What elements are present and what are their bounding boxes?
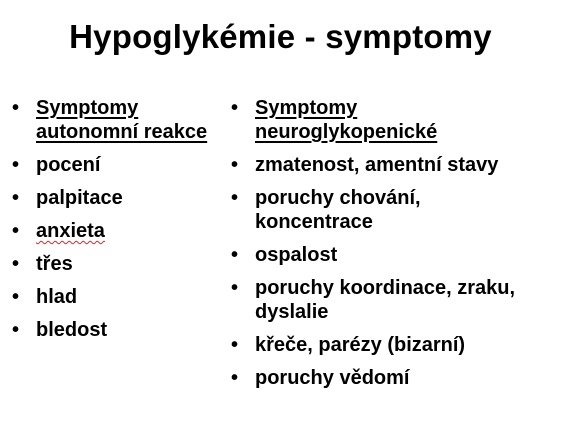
list-item-text: třes (36, 253, 73, 275)
bullet-icon: • (231, 97, 239, 119)
bullet-icon: • (12, 286, 20, 308)
list-heading-autonomic (12, 96, 212, 144)
heading-text: Symptomy autonomní reakce (36, 97, 208, 143)
list-item-text: bledost (36, 319, 108, 341)
list-item (231, 153, 556, 177)
list-item-text: pocení (36, 154, 101, 176)
bullet-icon: • (12, 253, 20, 275)
list-item-text: palpitace (36, 187, 123, 209)
list-item-text: zmatenost, amentní stavy (255, 154, 499, 176)
bullet-icon: • (231, 187, 239, 209)
heading-text: Symptomy neuroglykopenické (255, 97, 438, 143)
list-item-text: anxieta (36, 220, 105, 242)
list-item (231, 366, 556, 390)
list-item (231, 186, 556, 234)
list-item-text: ospalost (255, 244, 338, 266)
bullet-icon: • (231, 154, 239, 176)
list-item-text: poruchy chování, koncentrace (255, 187, 421, 233)
list-item (12, 186, 212, 210)
bullet-icon: • (12, 319, 20, 341)
list-item (12, 153, 212, 177)
bullet-icon: • (12, 187, 20, 209)
list-item (231, 276, 556, 324)
list-item-text: křeče, parézy (bizarní) (255, 334, 466, 356)
list-heading-neuroglycopenic (231, 96, 556, 144)
bullet-icon: • (231, 277, 239, 299)
list-item-text: poruchy koordinace, zraku, dyslalie (255, 277, 516, 323)
list-item (12, 285, 212, 309)
bullet-icon: • (12, 220, 20, 242)
neuroglycopenic-symptoms-list (231, 96, 556, 399)
list-item (12, 219, 212, 243)
list-item-text: poruchy vědomí (255, 367, 410, 389)
slide-title: Hypoglykémie - symptomy (69, 18, 492, 55)
list-item-text: hlad (36, 286, 78, 308)
bullet-icon: • (231, 334, 239, 356)
list-item (12, 252, 212, 276)
bullet-icon: • (12, 154, 20, 176)
bullet-icon: • (231, 244, 239, 266)
bullet-icon: • (12, 97, 20, 119)
list-item (231, 243, 556, 267)
list-item (231, 333, 556, 357)
bullet-icon: • (231, 367, 239, 389)
autonomic-symptoms-list (12, 96, 212, 351)
list-item (12, 318, 212, 342)
